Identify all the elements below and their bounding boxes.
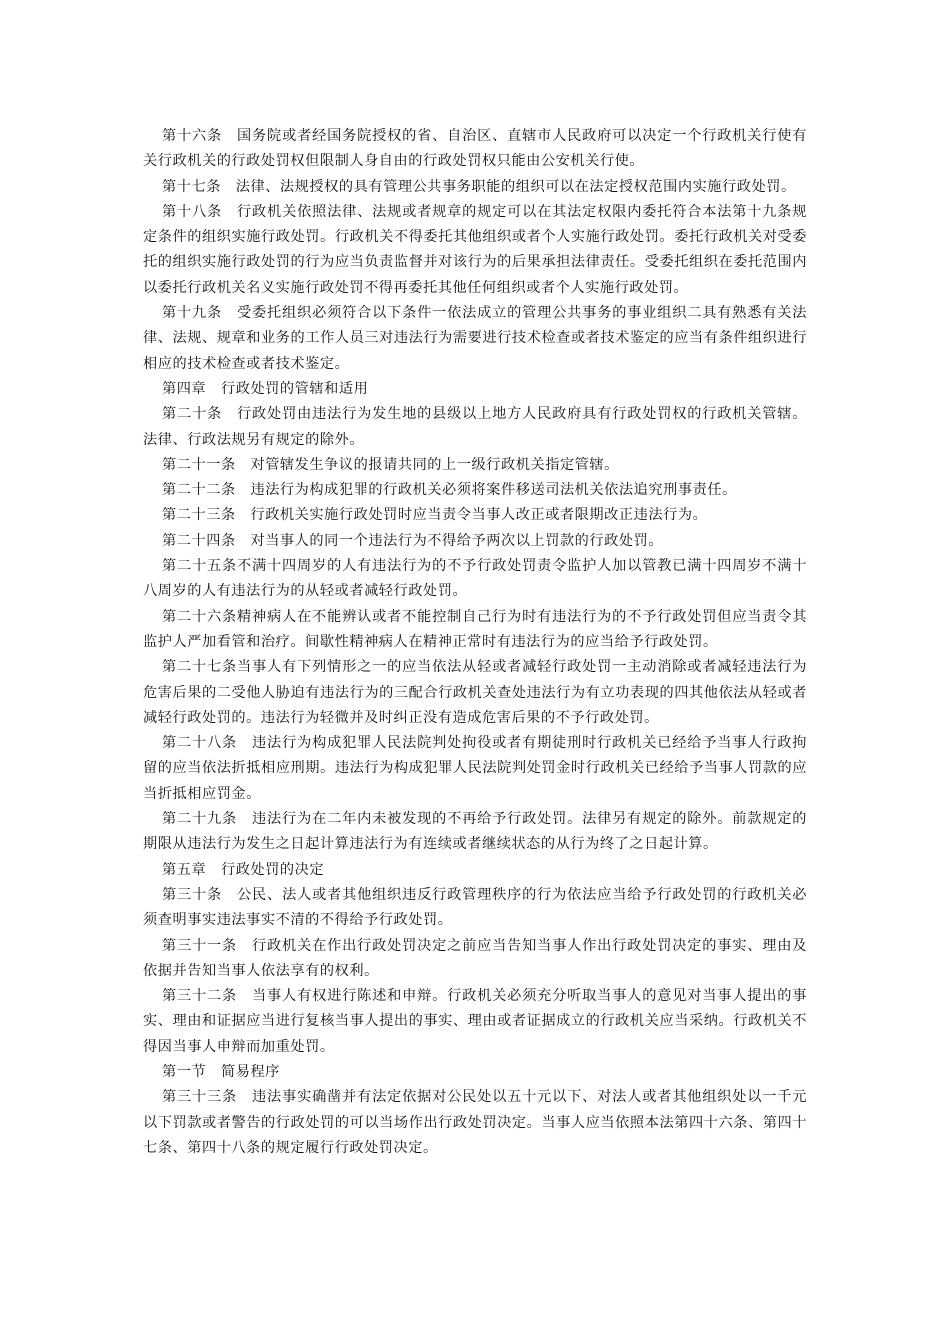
article-text: 违法行为构成犯罪人民法院判处拘役或者有期徒刑时行政机关已经给予当事人行政拘留的应当依法折抵相应刑期。违法行为构成犯罪人民法院判处罚金时行政机关已经给予当事人罚款的应当折抵相应罚金。 [143, 735, 807, 802]
article-text: 对管辖发生争议的报请共同的上一级行政机关指定管辖。 [250, 456, 619, 473]
chapter-title: 行政处罚的决定 [220, 861, 325, 878]
article-number: 第二十八条 [162, 735, 238, 752]
article-number: 第十六条 [162, 128, 223, 144]
article-number: 第二十一条 [162, 456, 236, 473]
paragraph-article-33 [143, 1085, 807, 1161]
section-number: 第一节 [162, 1063, 207, 1080]
article-number: 第二十二条 [162, 482, 236, 499]
article-text: 违法行为构成犯罪的行政机关必须将案件移送司法机关依法追究刑事责任。 [250, 482, 737, 499]
article-text: 违法行为在二年内未被发现的不再给予行政处罚。法律另有规定的除外。前款规定的期限从违法行为发生之日起计算违法行为有连续或者继续状态的从行为终了之日起计算。 [143, 811, 807, 853]
paragraph-article-26 [143, 605, 807, 656]
article-number: 第二十九条 [162, 811, 238, 828]
paragraph-article-24 [143, 529, 807, 554]
article-text: 行政机关依照法律、法规或者规章的规定可以在其法定权限内委托符合本法第十九条规定条件的组织实施行政处罚。行政机关不得委托其他组织或者个人实施行政处罚。委托行政机关对受委托的组织实施行政处罚的行为应当负责监督并对该行为的后果承担法律责任。受委托组织在委托范围内以委托行政机关名义实施行政处罚不得再委托其他任何组织或者个人实施行政处罚。 [143, 203, 808, 296]
chapter-title: 行政处罚的管辖和适用 [220, 380, 369, 397]
article-text: 对当事人的同一个违法行为不得给予两次以上罚款的行政处罚。 [250, 532, 664, 549]
paragraph-article-28 [143, 731, 807, 807]
paragraph-article-29 [143, 807, 807, 858]
paragraph-article-18 [143, 200, 807, 301]
article-number: 第三十条 [162, 886, 223, 903]
article-number: 第三十二条 [162, 988, 238, 1005]
chapter-number: 第五章 [162, 861, 207, 878]
article-text: 法律、法规授权的具有管理公共事务职能的组织可以在法定授权范围内实施行政处罚。 [235, 178, 796, 195]
article-text: 公民、法人或者其他组织违反行政管理秩序的行为依法应当给予行政处罚的行政机关必须查明事实违法事实不清的不得给予行政处罚。 [143, 886, 808, 929]
article-number: 第二十三条 [162, 507, 236, 524]
article-number: 第十九条 [162, 305, 223, 322]
paragraph-article-19 [143, 301, 807, 377]
paragraph-article-17 [143, 175, 807, 200]
article-text: 第二十六条精神病人在不能辨认或者不能控制自己行为时有违法行为的不予行政处罚但应当责令其监护人严加看管和治疗。间歇性精神病人在精神正常时有违法行为的应当给予行政处罚。 [143, 608, 807, 650]
chapter-heading-5 [143, 858, 807, 883]
paragraph-article-22 [143, 478, 807, 503]
article-number: 第三十一条 [162, 937, 238, 954]
paragraph-article-27 [143, 655, 807, 731]
paragraph-article-16 [143, 124, 807, 175]
article-text: 当事人有权进行陈述和申辩。行政机关必须充分听取当事人的意见对当事人提出的事实、理由和证据应当进行复核当事人提出的事实、理由或者证据成立的行政机关应当采纳。行政机关不得因当事人申辩而加重处罚。 [143, 988, 807, 1055]
paragraph-article-30 [143, 883, 807, 934]
section-title: 简易程序 [220, 1063, 280, 1080]
paragraph-article-25 [143, 554, 807, 605]
article-number: 第三十三条 [162, 1089, 238, 1106]
paragraph-article-20 [143, 402, 807, 453]
article-number: 第二十条 [162, 406, 223, 423]
paragraph-article-31 [143, 934, 807, 985]
paragraph-article-21 [143, 453, 807, 478]
chapter-number: 第四章 [162, 380, 207, 397]
document-body [143, 124, 807, 1161]
article-text: 行政机关实施行政处罚时应当责令当事人改正或者限期改正违法行为。 [250, 507, 708, 524]
article-text: 违法事实确凿并有法定依据对公民处以五十元以下、对法人或者其他组织处以一千元以下罚款或者警告的行政处罚的可以当场作出行政处罚决定。当事人应当依照本法第四十六条、第四十七条、第四十八条的规定履行行政处罚决定。 [143, 1089, 807, 1156]
section-heading-1 [143, 1060, 807, 1085]
paragraph-article-23 [143, 503, 807, 528]
article-number: 第十八条 [162, 203, 223, 220]
article-text: 第二十五条不满十四周岁的人有违法行为的不予行政处罚责令监护人加以管教已满十四周岁不满十八周岁的人有违法行为的从轻或者减轻行政处罚。 [143, 558, 807, 600]
article-text: 受委托组织必须符合以下条件一依法成立的管理公共事务的事业组织二具有熟悉有关法律、法规、规章和业务的工作人员三对违法行为需要进行技术检查或者技术鉴定的应当有条件组织进行相应的技术检查或者技术鉴定。 [143, 305, 808, 372]
article-text: 第二十七条当事人有下列情形之一的应当依法从轻或者减轻行政处罚一主动消除或者减轻违法行为危害后果的二受他人胁迫有违法行为的三配合行政机关查处违法行为有立功表现的四其他依法从轻或者减轻行政处罚的。违法行为轻微并及时纠正没有造成危害后果的不予行政处罚。 [143, 659, 807, 726]
article-text: 国务院或者经国务院授权的省、自治区、直辖市人民政府可以决定一个行政机关行使有关行政机关的行政处罚权但限制人身自由的行政处罚权只能由公安机关行使。 [143, 128, 808, 170]
article-number: 第十七条 [162, 178, 221, 195]
chapter-heading-4 [143, 377, 807, 402]
article-text: 行政机关在作出行政处罚决定之前应当告知当事人作出行政处罚决定的事实、理由及依据并告知当事人依法享有的权利。 [143, 937, 807, 979]
paragraph-article-32 [143, 984, 807, 1060]
article-text: 行政处罚由违法行为发生地的县级以上地方人民政府具有行政处罚权的行政机关管辖。法律、行政法规另有规定的除外。 [143, 406, 808, 448]
article-number: 第二十四条 [162, 532, 236, 549]
